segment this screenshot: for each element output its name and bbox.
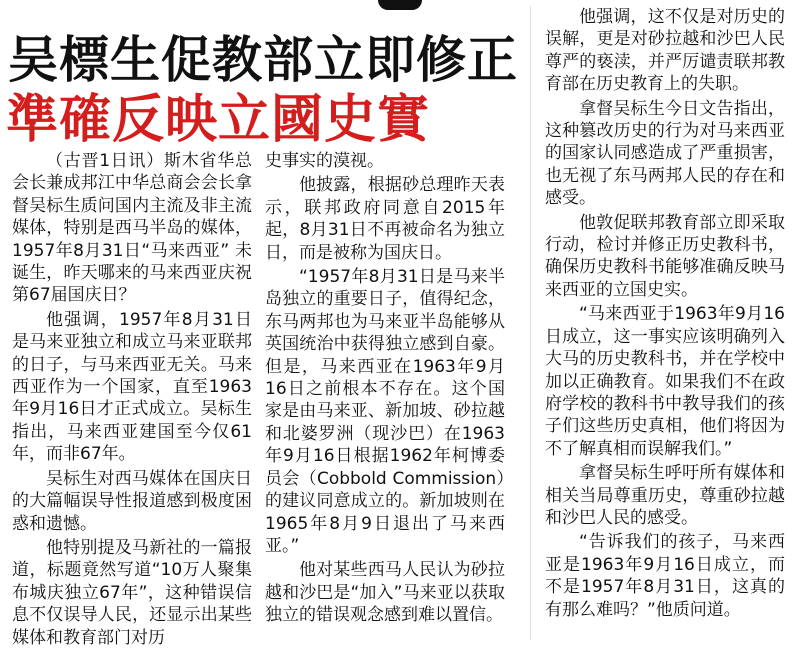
paragraph: 他强调，这不仅是对历史的误解，更是对砂拉越和沙巴人民尊严的亵渎，并严厉谴责联邦教育部在历史教育上的失职。 — [545, 7, 785, 95]
paragraph: 他敦促联邦教育部立即采取行动，检讨并修正历史教科书，确保历史教科书能够准确反映马来西亚的立国史实。 — [545, 212, 785, 300]
paragraph: “马来西亚于1963年9月16日成立，这一事实应该明确列入大马的历史教科书，并在学校中加以正确教育。如果我们不在政府学校的教科书中教导我们的孩子们这些历史真相，他们将因为不了解真相而误解我们。” — [545, 304, 785, 459]
paragraph: “告诉我们的孩子，马来西亚是1963年9月16日成立，而不是1957年8月31日，这真的有那么难吗？”他质问道。 — [545, 532, 785, 620]
top-marker — [378, 0, 422, 10]
headline-sub: 準確反映立國史實 — [6, 90, 431, 150]
headline-main: 吴標生促教部立即修正 — [8, 31, 518, 89]
article-column-1 — [12, 150, 252, 651]
article-column-3 — [545, 6, 785, 623]
paragraph: 他特别提及马新社的一篇报道，标题竟然写道“10万人聚集布城庆独立67年”，这种错误信息不仅误导人民，还显示出某些媒体和教育部门对历 — [12, 537, 252, 648]
paragraph: （古晋1日讯）斯木省华总会长兼成邦江中华总商会会长拿督吴标生质问国内主流及非主流媒体，特别是西马半岛的媒体，1957年8月31日“马来西亚” 未诞生，昨天哪来的马来西亚庆祝第67届国庆日？ — [12, 151, 252, 306]
paragraph: 他对某些西马人民认为砂拉越和沙巴是“加入”马来亚以获取独立的错误观念感到难以置信。 — [265, 560, 505, 626]
article-column-2 — [265, 150, 505, 629]
paragraph: “1957年8月31日是马来半岛独立的重要日子，值得纪念，东马两邦也为马来亚半岛能够从英国统治中获得独立感到自豪。但是，马来西亚在1963年9月16日之前根本不存在。这个国家是由马来亚、新加坡、砂拉越和北婆罗洲（现沙巴）在1963年9月16日根据1962年柯博委员会（Cobbold Commission）的建议同意成立的。新加坡则在1965年8月9日退出了马来西亚。” — [265, 267, 505, 556]
paragraph: 拿督吴标生今日文告指出，这种篡改历史的行为对马来西亚的国家认同感造成了严重损害，也无视了东马两邦人民的存在和感受。 — [545, 98, 785, 209]
paragraph: 史事实的漠视。 — [265, 151, 384, 171]
paragraph: 他强调，1957年8月31日是马来亚独立和成立马来亚联邦的日子，与马来西亚无关。马来西亚作为一个国家，直至1963年9月16日才正式成立。吴标生指出，马来西亚建国至今仅61年，而非67年。 — [12, 309, 252, 465]
paragraph: 他披露，根据砂总理昨天表示，联邦政府同意自2015年起，8月31日不再被命名为独立日，而是被称为国庆日。 — [265, 175, 505, 263]
paragraph: 拿督吴标生呼吁所有媒体和相关当局尊重历史，尊重砂拉越和沙巴人民的感受。 — [545, 463, 785, 528]
column-divider — [530, 6, 531, 640]
paragraph: 吴标生对西马媒体在国庆日的大篇幅误导性报道感到极度困惑和遗憾。 — [12, 468, 252, 534]
